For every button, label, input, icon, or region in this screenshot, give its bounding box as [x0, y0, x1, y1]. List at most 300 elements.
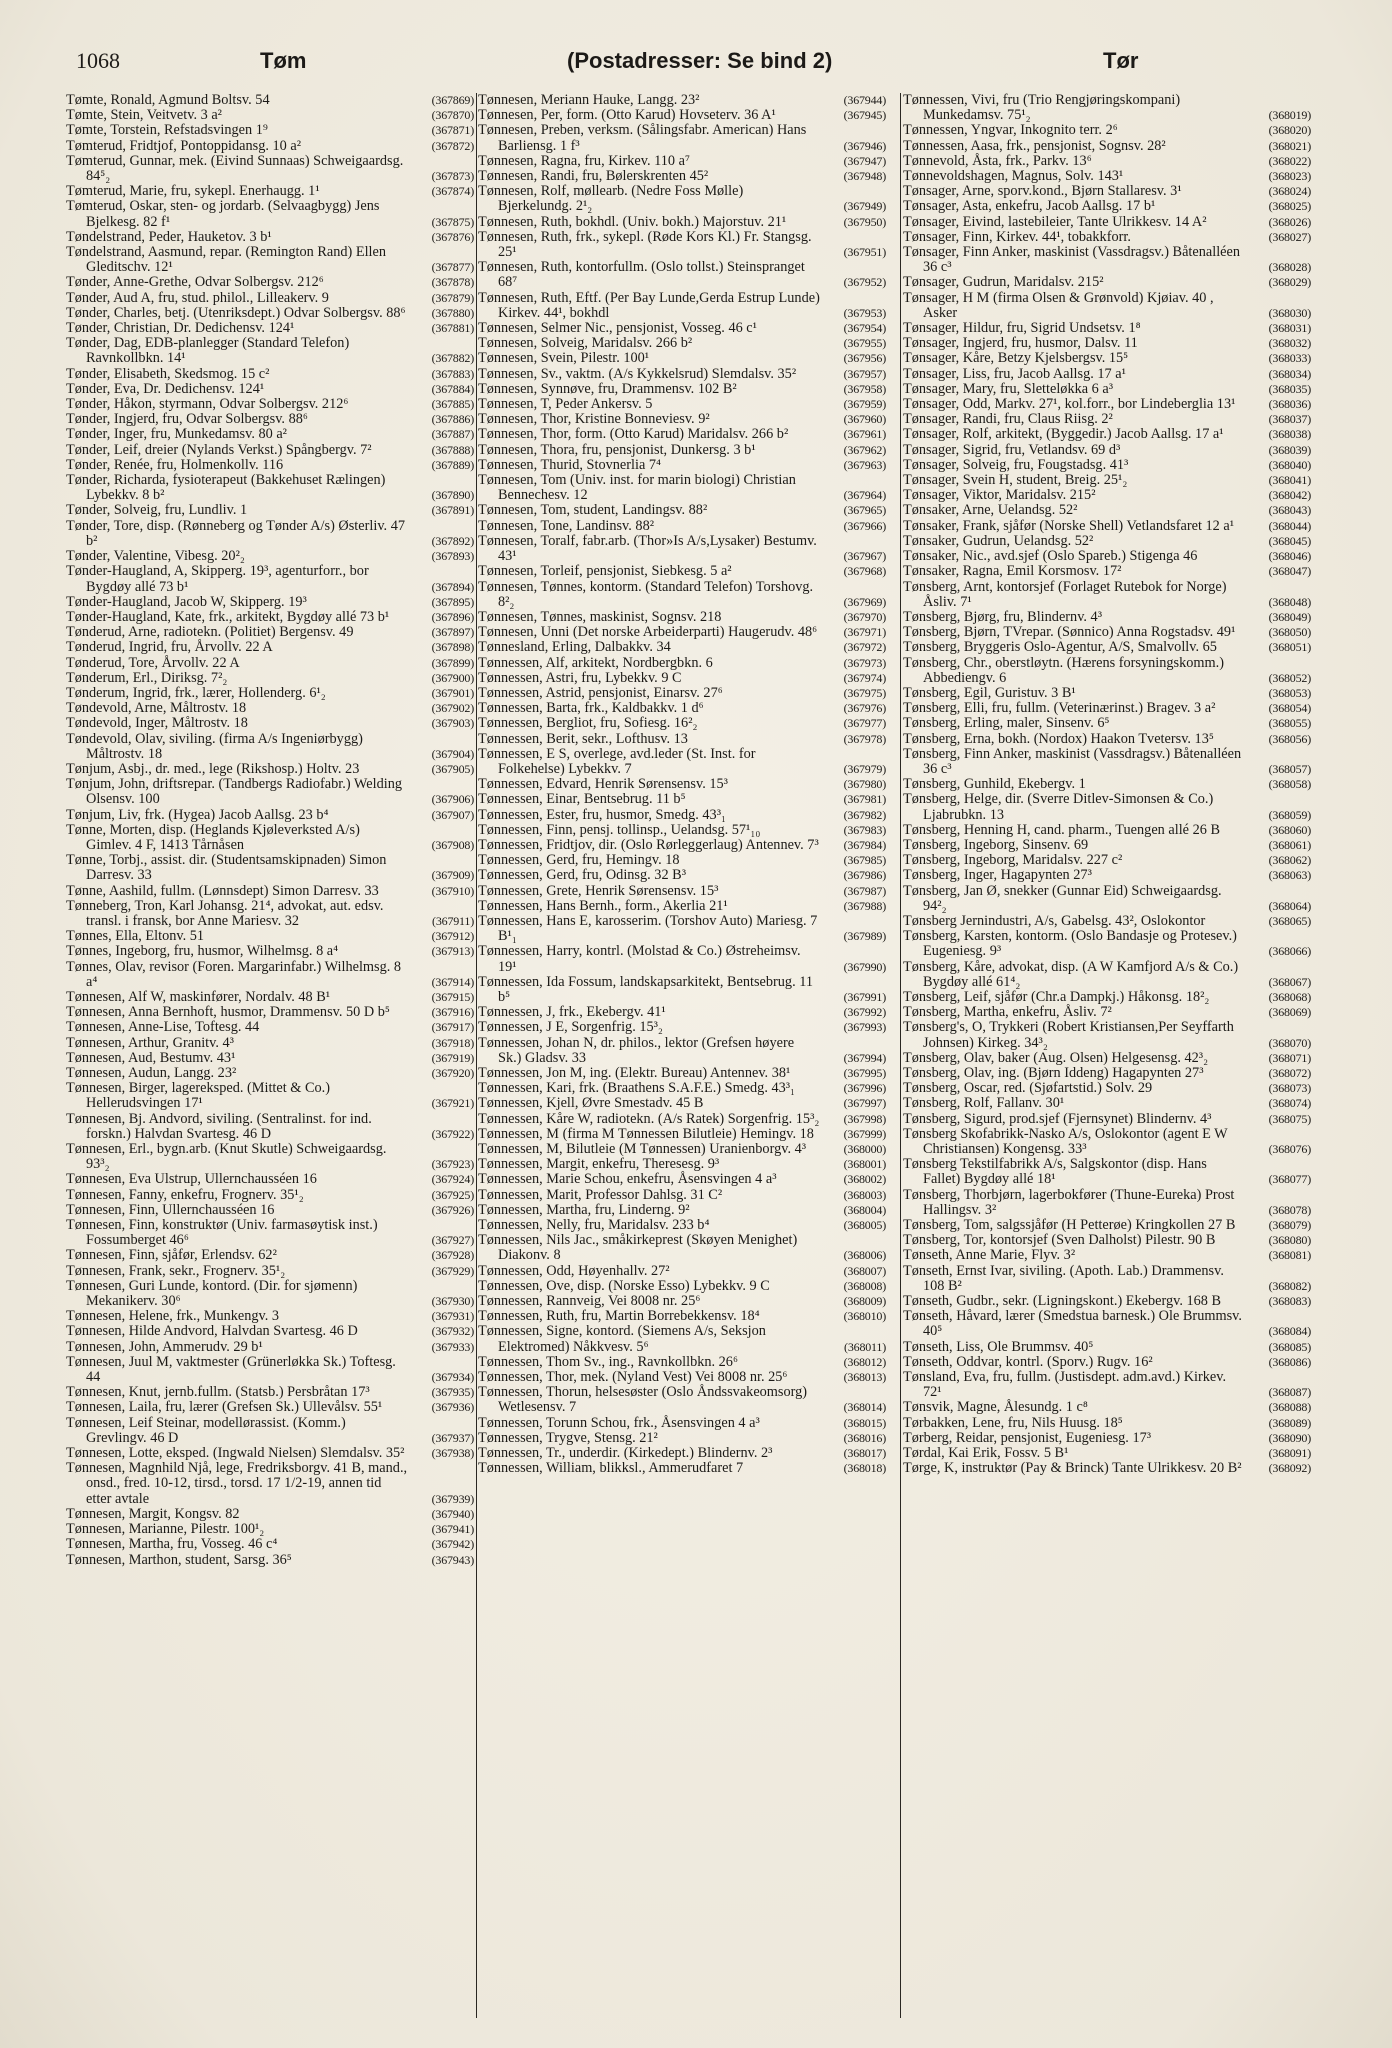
directory-entry	[66, 1020, 474, 1035]
entry-phone-number: (368020)	[1268, 123, 1311, 138]
entry-text: Tønsager, Solveig, fru, Fougstadsg. 41³	[903, 456, 1129, 473]
entry-phone-number: (368010)	[843, 1309, 886, 1324]
entry-phone-number: (368042)	[1268, 488, 1311, 503]
entry-phone-number: (367958)	[843, 381, 886, 396]
entry-text: Tønsberg's, O, Trykkeri (Robert Kristiansen,Per Seyffarth Johnsen) Kirkeg. 34³₂	[903, 1019, 1234, 1051]
entry-text: Tønsberg, Karsten, kontorm. (Oslo Bandasje og Protesev.) Eugeniesg. 9³	[903, 928, 1237, 960]
entry-text: Tønder, Dag, EDB-planlegger (Standard Telefon) Ravnkollbkn. 14¹	[66, 335, 350, 367]
directory-entry	[478, 808, 886, 823]
entry-text: Tønder, Solveig, fru, Lundliv. 1	[66, 502, 248, 519]
directory-entry	[66, 1172, 474, 1187]
directory-entry	[66, 853, 474, 883]
entry-text: Tønnesen, Preben, verksm. (Sålingsfabr. American) Hans Barliensg. 1 f³	[478, 122, 807, 154]
entry-text: Tønnesen, Torleif, pensjonist, Siebkesg. 5 a²	[478, 563, 732, 580]
directory-entry	[66, 1507, 474, 1522]
entry-text: Tønnesen, Synnøve, fru, Drammensv. 102 B²	[478, 380, 737, 397]
entry-phone-number: (367888)	[431, 442, 474, 457]
entry-text: Tørbakken, Lene, fru, Nils Huusg. 18⁵	[903, 1414, 1123, 1431]
entry-text: Tønderud, Tore, Årvollv. 22 A	[66, 654, 240, 671]
directory-entry	[903, 1020, 1311, 1050]
entry-text: Tønsager, Arne, sporv.kond., Bjørn Stallaresv. 3¹	[903, 183, 1182, 200]
entry-phone-number: (368023)	[1268, 169, 1311, 184]
directory-entry	[903, 245, 1311, 275]
entry-phone-number: (367880)	[431, 305, 474, 320]
directory-entry	[66, 656, 474, 671]
entry-phone-number: (368037)	[1268, 412, 1311, 427]
entry-phone-number: (368057)	[1268, 761, 1311, 776]
directory-entry	[66, 1355, 474, 1385]
entry-phone-number: (367898)	[431, 640, 474, 655]
directory-entry	[66, 443, 474, 458]
directory-entry	[903, 321, 1311, 336]
entry-phone-number: (368036)	[1268, 397, 1311, 412]
directory-column-1	[66, 93, 474, 2021]
directory-entry	[903, 458, 1311, 473]
directory-entry	[478, 1431, 886, 1446]
directory-entry	[903, 1157, 1311, 1187]
directory-entry	[478, 686, 886, 701]
directory-entry	[903, 230, 1311, 245]
entry-phone-number: (367883)	[431, 366, 474, 381]
entry-text: Tønnesen, Tønnes, kontorm. (Standard Telefon) Torshovg. 8²₂	[478, 578, 814, 610]
directory-entry	[478, 1188, 886, 1203]
directory-entry	[903, 686, 1311, 701]
entry-text: Tønnevoldshagen, Magnus, Solv. 143¹	[903, 168, 1124, 185]
entry-phone-number: (367900)	[431, 670, 474, 685]
entry-text: Tønnessen, Ove, disp. (Norske Esso) Lybekkv. 9 C	[478, 1277, 770, 1294]
entry-phone-number: (368008)	[843, 1278, 886, 1293]
entry-phone-number: (368054)	[1268, 701, 1311, 716]
directory-entry	[903, 1416, 1311, 1431]
entry-text: Tønder-Haugland, Kate, frk., arkitekt, Bygdøy allé 73 b¹	[66, 608, 390, 625]
entry-phone-number: (367938)	[431, 1446, 474, 1461]
directory-entry	[478, 1142, 886, 1157]
entry-phone-number: (368050)	[1268, 625, 1311, 640]
entry-phone-number: (367931)	[431, 1309, 474, 1324]
directory-entry	[478, 1096, 886, 1111]
entry-phone-number: (367919)	[431, 1050, 474, 1065]
entry-phone-number: (367872)	[431, 138, 474, 153]
entry-text: Tønnesen, Frank, sekr., Frognerv. 35¹₂	[66, 1262, 286, 1279]
entry-phone-number: (367955)	[843, 336, 886, 351]
directory-entry	[903, 336, 1311, 351]
directory-entry	[478, 382, 886, 397]
directory-entry	[66, 1005, 474, 1020]
entry-phone-number: (367943)	[431, 1552, 474, 1567]
entry-text: Tønseth, Anne Marie, Flyv. 3²	[903, 1247, 1076, 1264]
directory-entry	[478, 1218, 886, 1233]
directory-entry	[478, 473, 886, 503]
directory-entry	[66, 625, 474, 640]
directory-entry	[478, 1294, 886, 1309]
entry-phone-number: (367965)	[843, 503, 886, 518]
entry-phone-number: (368016)	[843, 1430, 886, 1445]
entry-phone-number: (367916)	[431, 1005, 474, 1020]
directory-entry	[903, 351, 1311, 366]
directory-entry	[478, 215, 886, 230]
directory-entry	[903, 929, 1311, 959]
entry-phone-number: (367972)	[843, 640, 886, 655]
directory-entry	[66, 732, 474, 762]
entry-text: Tønsberg, Chr., oberstløytn. (Hærens forsyningskomm.) Abbediengv. 6	[903, 654, 1224, 686]
entry-phone-number: (367946)	[843, 138, 886, 153]
entry-text: Tønnessen, J, frk., Ekebergv. 41¹	[478, 1004, 666, 1021]
entry-phone-number: (368064)	[1268, 898, 1311, 913]
entry-phone-number: (368069)	[1268, 1005, 1311, 1020]
directory-entry	[66, 93, 474, 108]
directory-entry	[903, 747, 1311, 777]
entry-phone-number: (368022)	[1268, 153, 1311, 168]
entry-phone-number: (368084)	[1268, 1324, 1311, 1339]
entry-phone-number: (368058)	[1268, 777, 1311, 792]
entry-text: Tønnessen, Fridtjov, dir. (Oslo Rørleggerlaug) Antennev. 7³	[478, 836, 819, 853]
directory-entry	[478, 640, 886, 655]
entry-phone-number: (367936)	[431, 1400, 474, 1415]
entry-phone-number: (367979)	[843, 761, 886, 776]
directory-entry	[66, 564, 474, 594]
directory-entry	[66, 321, 474, 336]
entry-phone-number: (367962)	[843, 442, 886, 457]
entry-phone-number: (367949)	[843, 199, 886, 214]
entry-phone-number: (367927)	[431, 1233, 474, 1248]
directory-entry	[66, 245, 474, 275]
entry-phone-number: (368031)	[1268, 321, 1311, 336]
directory-entry	[478, 230, 886, 260]
entry-text: Tønnessen, Hans E, karosserim. (Torshov Auto) Mariesg. 7 B¹₁	[478, 912, 818, 945]
entry-text: Tønsberg, Sigurd, prod.sjef (Fjernsynet) Blindernv. 4³	[903, 1110, 1212, 1127]
directory-entry	[478, 123, 886, 153]
entry-text: Tønnesen, Ruth, frk., sykepl. (Røde Kors Kl.) Fr. Stangsg. 25¹	[478, 228, 812, 261]
entry-phone-number: (367915)	[431, 989, 474, 1004]
entry-phone-number: (367870)	[431, 108, 474, 123]
entry-phone-number: (367956)	[843, 351, 886, 366]
directory-entry	[478, 427, 886, 442]
entry-text: Tønnessen, Alf, arkitekt, Nordbergbkn. 6	[478, 654, 713, 671]
entry-text: Tønnevold, Åsta, frk., Parkv. 13⁶	[903, 152, 1092, 169]
entry-text: Tømterud, Marie, fru, sykepl. Enerhaugg. 1¹	[66, 183, 320, 200]
directory-entry	[903, 1051, 1311, 1066]
entry-phone-number: (368052)	[1268, 670, 1311, 685]
directory-entry	[478, 1157, 886, 1172]
entry-phone-number: (368007)	[843, 1263, 886, 1278]
entry-phone-number: (367925)	[431, 1187, 474, 1202]
entry-phone-number: (367879)	[431, 290, 474, 305]
directory-entry	[66, 899, 474, 929]
entry-text: Tønsager, Kåre, Betzy Kjelsbergsv. 15⁵	[903, 350, 1129, 367]
entry-phone-number: (367970)	[843, 609, 886, 624]
entry-text: Tønsberg, Helge, dir. (Sverre Ditlev-Simonsen & Co.) Ljabrubkn. 13	[903, 791, 1214, 823]
entry-text: Tønseth, Oddvar, kontrl. (Sporv.) Rugv. 16²	[903, 1353, 1153, 1370]
entry-phone-number: (368006)	[843, 1248, 886, 1263]
entry-text: Tønnesen, Audun, Langg. 23²	[66, 1065, 237, 1081]
entry-phone-number: (368019)	[1268, 108, 1311, 123]
entry-text: Tønnesen, Knut, jernb.fullm. (Statsb.) Persbråtan 17³	[66, 1384, 370, 1401]
entry-phone-number: (368000)	[843, 1142, 886, 1157]
entry-phone-number: (368063)	[1268, 868, 1311, 883]
entry-phone-number: (368018)	[843, 1461, 886, 1476]
entry-text: Tønsberg Jernindustri, A/s, Gabelsg. 43², Oslokontor	[903, 912, 1206, 929]
entry-text: Tønsberg, Oscar, red. (Sjøfartstid.) Solv. 29	[903, 1080, 1153, 1097]
directory-entry	[903, 382, 1311, 397]
entry-text: Tønnesen, Finn, Ullernchausséen 16	[66, 1201, 275, 1218]
entry-phone-number: (367983)	[843, 822, 886, 837]
entry-text: Tønnessen, Thor, mek. (Nyland Vest) Vei 8008 nr. 25⁶	[478, 1369, 788, 1386]
entry-phone-number: (367881)	[431, 321, 474, 336]
directory-entry	[903, 291, 1311, 321]
directory-entry	[903, 792, 1311, 822]
directory-entry	[903, 823, 1311, 838]
entry-phone-number: (368056)	[1268, 731, 1311, 746]
entry-phone-number: (367901)	[431, 685, 474, 700]
directory-entry	[66, 1400, 474, 1415]
entry-text: Tønseth, Håvard, lærer (Smedstua barnesk.) Ole Brummsv. 40⁵	[903, 1308, 1242, 1340]
entry-text: Tønnessen, Johan N, dr. philos., lektor (Grefsen høyere Sk.) Gladsv. 33	[478, 1034, 795, 1066]
page-header	[76, 48, 1316, 78]
entry-text: Tønderud, Arne, radiotekn. (Politiet) Bergensv. 49	[66, 624, 354, 641]
entry-text: Tønnessen, Marit, Professor Dahlsg. 31 C²	[478, 1186, 723, 1203]
directory-entry	[903, 154, 1311, 169]
directory-entry	[478, 458, 886, 473]
directory-entry	[66, 108, 474, 123]
directory-entry	[478, 732, 886, 747]
entry-text: Tønsberg, Finn Anker, maskinist (Vassdragsv.) Båtenalléen 36 c³	[903, 745, 1242, 777]
directory-entry	[903, 123, 1311, 138]
entry-text: Tønder-Haugland, Jacob W, Skipperg. 19³	[66, 593, 307, 610]
entry-phone-number: (368074)	[1268, 1096, 1311, 1111]
directory-entry	[903, 1096, 1311, 1111]
directory-entry	[903, 914, 1311, 929]
entry-phone-number: (368024)	[1268, 184, 1311, 199]
entry-text: Tønnessen, Berit, sekr., Lofthusv. 13	[478, 730, 688, 747]
entry-phone-number: (367913)	[431, 944, 474, 959]
directory-entry	[66, 184, 474, 199]
entry-phone-number: (367987)	[843, 883, 886, 898]
directory-entry	[478, 1112, 886, 1127]
entry-text: Tønsberg, Elli, fru, fullm. (Veterinærinst.) Bragev. 3 a²	[903, 700, 1216, 717]
entry-phone-number: (367914)	[431, 974, 474, 989]
entry-text: Tømterud, Gunnar, mek. (Eivind Sunnaas) Schweigaardsg. 84⁵₂	[66, 152, 404, 185]
entry-text: Tønnesen, Ruth, kontorfullm. (Oslo tollst.) Steinspranget 68⁷	[478, 259, 805, 291]
directory-entry	[478, 1370, 886, 1385]
directory-entry	[903, 868, 1311, 883]
entry-text: Tønsager, Hildur, fru, Sigrid Undsetsv. 1⁸	[903, 320, 1141, 337]
entry-phone-number: (367871)	[431, 123, 474, 138]
entry-phone-number: (367920)	[431, 1066, 474, 1080]
entry-text: Tønnessen, Aasa, frk., pensjonist, Sognsv. 28²	[903, 137, 1166, 154]
entry-text: Tønnessen, Edvard, Henrik Sørensensv. 15³	[478, 776, 728, 793]
entry-phone-number: (367891)	[431, 503, 474, 518]
entry-text: Tønsager, Liss, fru, Jacob Aallsg. 17 a¹	[903, 365, 1126, 382]
entry-text: Tønnessen, Ida Fossum, landskapsarkitekt, Bentsebrug. 11 b⁵	[478, 973, 813, 1005]
entry-phone-number: (367899)	[431, 655, 474, 670]
directory-entry	[66, 397, 474, 412]
entry-phone-number: (368027)	[1268, 229, 1311, 244]
directory-entry	[66, 549, 474, 564]
directory-entry	[66, 1309, 474, 1324]
directory-entry	[478, 1172, 886, 1187]
entry-phone-number: (368033)	[1268, 351, 1311, 366]
column-divider	[900, 93, 901, 2018]
entry-text: Tønsberg, Thorbjørn, lagerbokfører (Thune-Eureka) Prost Hallingsv. 3²	[903, 1186, 1235, 1218]
entry-phone-number: (368087)	[1268, 1385, 1311, 1400]
entry-phone-number: (368086)	[1268, 1354, 1311, 1369]
directory-entry	[478, 519, 886, 534]
entry-text: Tønnessen, Jon M, ing. (Elektr. Bureau) Antennev. 38¹	[478, 1065, 791, 1081]
entry-text: Tønnesen, Helene, frk., Munkengv. 3	[66, 1308, 280, 1325]
entry-text: Tømte, Stein, Veitvetv. 3 a²	[66, 107, 222, 124]
entry-text: Tønder, Aud A, fru, stud. philol., Lilleakerv. 9	[66, 289, 329, 306]
directory-entry	[903, 367, 1311, 382]
entry-phone-number: (367897)	[431, 625, 474, 640]
directory-entry	[478, 777, 886, 792]
directory-entry	[478, 899, 886, 914]
directory-entry	[903, 640, 1311, 655]
entry-phone-number: (367976)	[843, 701, 886, 716]
entry-phone-number: (368004)	[843, 1202, 886, 1217]
entry-phone-number: (367909)	[431, 868, 474, 883]
directory-entry	[66, 671, 474, 686]
entry-text: Tønnessen, Thom Sv., ing., Ravnkollbkn. 26⁶	[478, 1353, 738, 1370]
directory-entry	[66, 519, 474, 549]
entry-text: Tønsberg, Arnt, kontorsjef (Forlaget Rutebok for Norge) Åsliv. 7¹	[903, 578, 1227, 610]
entry-phone-number: (367942)	[431, 1537, 474, 1552]
entry-text: Tønsberg, Ingeborg, Sinsenv. 69	[903, 836, 1089, 853]
entry-text: Tønnessen, Rannveig, Vei 8008 nr. 25⁶	[478, 1293, 701, 1310]
entry-text: Tønseth, Ernst Ivar, siviling. (Apoth. Lab.) Drammensv. 108 B²	[903, 1262, 1224, 1294]
directory-entry	[903, 1431, 1311, 1446]
entry-phone-number: (368085)	[1268, 1339, 1311, 1354]
entry-phone-number: (367986)	[843, 868, 886, 883]
entry-text: Tønder, Richarda, fysioterapeut (Bakkehuset Rælingen) Lybekkv. 8 b²	[66, 472, 386, 504]
directory-entry	[903, 1340, 1311, 1355]
entry-phone-number: (368088)	[1268, 1400, 1311, 1415]
directory-entry	[478, 367, 886, 382]
entry-text: Tønder-Haugland, A, Skipperg. 19³, agenturforr., bor Bygdøy allé 73 b¹	[66, 563, 369, 595]
directory-entry	[903, 564, 1311, 579]
entry-text: Tønnesen, Tønnes, maskinist, Sognsv. 218	[478, 608, 722, 625]
directory-entry	[66, 686, 474, 701]
entry-phone-number: (367921)	[431, 1096, 474, 1111]
directory-entry	[66, 1279, 474, 1309]
entry-text: Tønsland, Eva, fru, fullm. (Justisdept. adm.avd.) Kirkev. 72¹	[903, 1369, 1227, 1401]
entry-phone-number: (367966)	[843, 518, 886, 533]
directory-entry	[66, 1522, 474, 1537]
directory-entry	[903, 1112, 1311, 1127]
directory-entry	[478, 701, 886, 716]
entry-phone-number: (368072)	[1268, 1066, 1311, 1080]
directory-entry	[478, 154, 886, 169]
directory-entry	[66, 1385, 474, 1400]
directory-entry	[478, 975, 886, 1005]
entry-text: Tønsberg, Olav, baker (Aug. Olsen) Helgesensg. 42³₂	[903, 1049, 1209, 1066]
entry-text: Tønnesen, Selmer Nic., pensjonist, Vosseg. 46 c¹	[478, 320, 757, 337]
entry-phone-number: (368009)	[843, 1294, 886, 1309]
entry-phone-number: (368015)	[843, 1415, 886, 1430]
entry-phone-number: (367930)	[431, 1294, 474, 1309]
directory-entry	[903, 656, 1311, 686]
entry-phone-number: (367989)	[843, 929, 886, 944]
entry-text: Tønnesen, Unni (Det norske Arbeiderparti) Haugerudv. 48⁶	[478, 624, 818, 641]
entry-phone-number: (367889)	[431, 457, 474, 472]
directory-entry	[903, 275, 1311, 290]
entry-phone-number: (367874)	[431, 184, 474, 199]
entry-text: Tønnesen, Meriann Hauke, Langg. 23²	[478, 93, 700, 108]
entry-text: Tønder, Eva, Dr. Dedichensv. 124¹	[66, 380, 265, 397]
entry-phone-number: (367922)	[431, 1126, 474, 1141]
entry-text: Tønseth, Liss, Ole Brummsv. 40⁵	[903, 1338, 1094, 1355]
directory-entry	[478, 838, 886, 853]
entry-text: Tønsberg, Bjørn, TVrepar. (Sønnico) Anna Rogstadsv. 49¹	[903, 624, 1236, 641]
entry-phone-number: (368039)	[1268, 442, 1311, 457]
entry-text: Tønnesen, Thurid, Stovnerlia 7⁴	[478, 456, 662, 473]
entry-phone-number: (367968)	[843, 564, 886, 579]
directory-entry	[478, 1005, 886, 1020]
entry-text: Tønsberg, Leif, sjåfør (Chr.a Dampkj.) Håkonsg. 18²₂	[903, 988, 1210, 1005]
entry-text: Tønnessen, Yngvar, Inkognito terr. 2⁶	[903, 122, 1118, 139]
entry-text: Tønder, Anne-Grethe, Odvar Solbergsv. 212⁶	[66, 274, 324, 291]
directory-entry	[478, 169, 886, 184]
entry-phone-number: (367912)	[431, 929, 474, 944]
entry-text: Tønjum, John, driftsrepar. (Tandbergs Radiofabr.) Welding Olsensv. 100	[66, 776, 403, 808]
directory-column-2	[478, 93, 886, 2021]
entry-text: Tønnesen, Thor, Kristine Bonneviesv. 9²	[478, 411, 710, 428]
directory-entry	[903, 1309, 1311, 1339]
entry-text: Tønnessen, Marie Schou, enkefru, Åsensvingen 4 a³	[478, 1171, 777, 1188]
entry-text: Tønnesen, Juul M, vaktmester (Grünerløkka Sk.) Toftesg. 44	[66, 1353, 396, 1386]
entry-phone-number: (367997)	[843, 1096, 886, 1111]
directory-entry	[903, 1066, 1311, 1081]
entry-phone-number: (367893)	[431, 549, 474, 564]
entry-phone-number: (367932)	[431, 1324, 474, 1339]
entry-text: Tønsberg Tekstilfabrikk A/s, Salgskontor (disp. Hans Fallet) Bygdøy allé 18¹	[903, 1156, 1207, 1188]
entry-text: Tønder, Renée, fru, Holmenkollv. 116	[66, 456, 284, 473]
entry-phone-number: (367877)	[431, 260, 474, 275]
directory-entry	[66, 199, 474, 229]
directory-entry	[478, 1203, 886, 1218]
entry-phone-number: (368081)	[1268, 1248, 1311, 1263]
entry-text: Tønder, Charles, betj. (Utenriksdept.) Odvar Solbergsv. 88⁶	[66, 304, 406, 321]
entry-text: Tønnesen, Marthon, student, Sarsg. 36⁵	[66, 1551, 292, 1568]
entry-phone-number: (367887)	[431, 427, 474, 442]
entry-text: Tønnesen, Margit, Kongsv. 82	[66, 1505, 240, 1522]
entry-phone-number: (368045)	[1268, 533, 1311, 548]
directory-entry	[478, 351, 886, 366]
entry-phone-number: (368044)	[1268, 518, 1311, 533]
directory-entry	[478, 1446, 886, 1461]
entry-text: Tønnessen, Barta, frk., Kaldbakkv. 1 d⁶	[478, 700, 704, 717]
entry-phone-number: (367903)	[431, 716, 474, 731]
entry-text: Tønnesland, Erling, Dalbakkv. 34	[478, 639, 671, 656]
entry-phone-number: (367876)	[431, 229, 474, 244]
entry-phone-number: (368053)	[1268, 685, 1311, 700]
entry-text: Tørdal, Kai Erik, Fossv. 5 B¹	[903, 1445, 1069, 1462]
directory-entry	[66, 1188, 474, 1203]
entry-text: Tønsberg, Gunhild, Ekebergv. 1	[903, 776, 1086, 793]
directory-entry	[478, 823, 886, 838]
entry-phone-number: (368083)	[1268, 1294, 1311, 1309]
entry-text: Tønder, Elisabeth, Skedsmog. 15 c²	[66, 365, 270, 382]
entry-phone-number: (367961)	[843, 427, 886, 442]
directory-entry	[903, 1127, 1311, 1157]
entry-phone-number: (368090)	[1268, 1430, 1311, 1445]
entry-phone-number: (368070)	[1268, 1035, 1311, 1050]
entry-text: Tønnesen, Anne-Lise, Toftesg. 44	[66, 1019, 260, 1036]
entry-phone-number: (367996)	[843, 1081, 886, 1096]
directory-entry	[66, 884, 474, 899]
entry-text: Tønnesen, Anna Bernhoft, husmor, Drammensv. 50 D b⁵	[66, 1004, 390, 1021]
entry-phone-number: (367967)	[843, 549, 886, 564]
entry-text: Tønsager, Rolf, arkitekt, (Byggedir.) Jacob Aallsg. 17 a¹	[903, 426, 1224, 443]
